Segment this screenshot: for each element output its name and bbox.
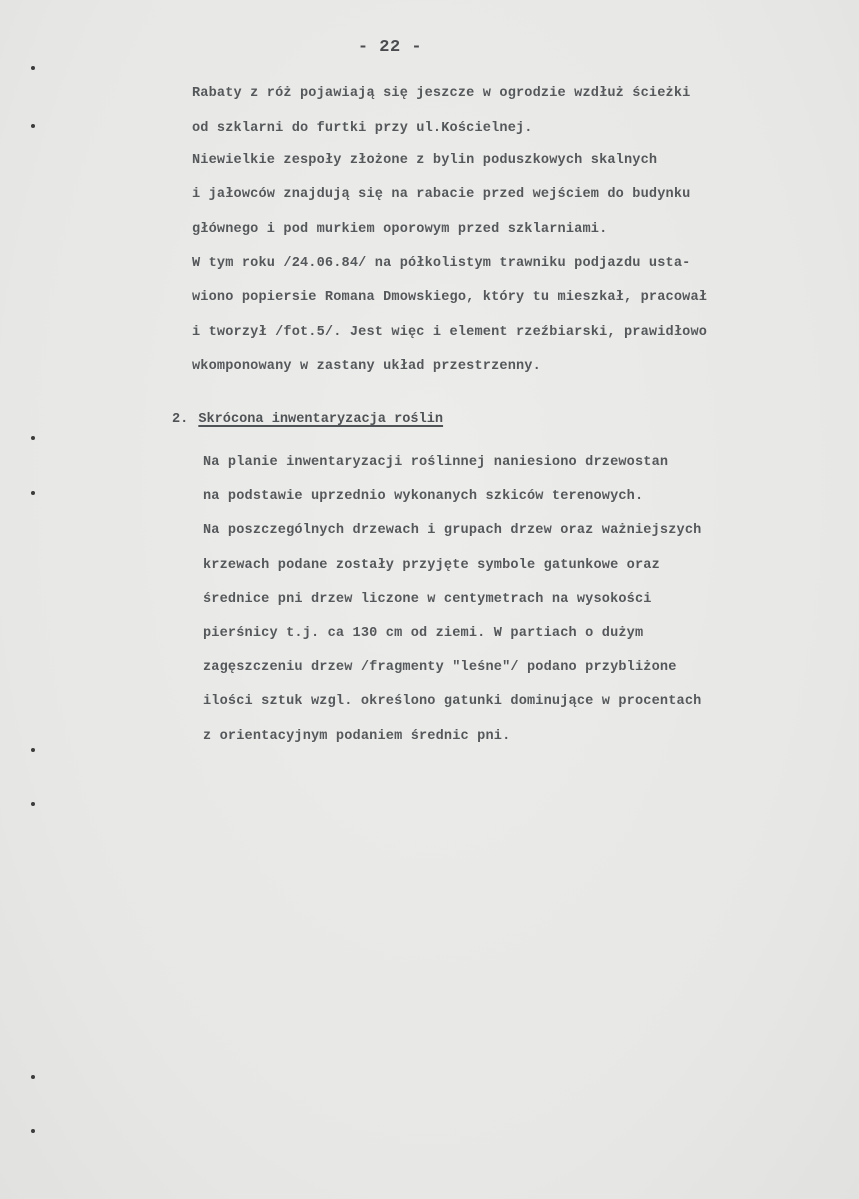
punch-hole-mark [31, 66, 35, 70]
paragraph-1-line: i tworzył /fot.5/. Jest więc i element rzeźbiarski, prawidłowo [192, 325, 708, 340]
paragraph-1-line: wkomponowany w zastany układ przestrzenny. [192, 359, 541, 374]
paragraph-2-line: pierśnicy t.j. ca 130 cm od ziemi. W partiach o dużym [203, 626, 644, 641]
paragraph-2-line: Na planie inwentaryzacji roślinnej naniesiono drzewostan [203, 455, 669, 470]
paragraph-1-line: głównego i pod murkiem oporowym przed szklarniami. [192, 222, 608, 237]
paragraph-2-line: krzewach podane zostały przyjęte symbole gatunkowe oraz [203, 558, 660, 573]
punch-hole-mark [31, 124, 35, 128]
paragraph-2-line: ilości sztuk wzgl. określono gatunki dominujące w procentach [203, 694, 702, 709]
punch-hole-mark [31, 802, 35, 806]
paragraph-2-line: z orientacyjnym podaniem średnic pni. [203, 729, 511, 744]
paragraph-1-line: Niewielkie zespoły złożone z bylin poduszkowych skalnych [192, 153, 658, 168]
page-number: - 22 - [357, 38, 423, 57]
section-heading [172, 412, 443, 427]
paragraph-1-line: wiono popiersie Romana Dmowskiego, który tu mieszkał, pracował [192, 290, 708, 305]
paragraph-2-line: średnice pni drzew liczone w centymetrach na wysokości [203, 592, 652, 607]
paragraph-1-line: i jałowców znajdują się na rabacie przed wejściem do budynku [192, 187, 691, 202]
paragraph-1-line: Rabaty z róż pojawiają się jeszcze w ogrodzie wzdłuż ścieżki [192, 86, 691, 101]
punch-hole-mark [31, 436, 35, 440]
paragraph-1-line: od szklarni do furtki przy ul.Kościelnej. [192, 121, 533, 136]
paragraph-2-line: na podstawie uprzednio wykonanych szkiców terenowych. [203, 489, 644, 504]
section-number: 2. [172, 412, 189, 427]
punch-hole-mark [31, 491, 35, 495]
punch-hole-mark [31, 748, 35, 752]
punch-hole-mark [31, 1075, 35, 1079]
paragraph-1-line: W tym roku /24.06.84/ na półkolistym trawniku podjazdu usta- [192, 256, 691, 271]
punch-hole-mark [31, 1129, 35, 1133]
section-title: Skrócona inwentaryzacja roślin [198, 412, 444, 427]
paragraph-2-line: zagęszczeniu drzew /fragmenty "leśne"/ podano przybliżone [203, 660, 677, 675]
paragraph-2-line: Na poszczególnych drzewach i grupach drzew oraz ważniejszych [203, 523, 702, 538]
